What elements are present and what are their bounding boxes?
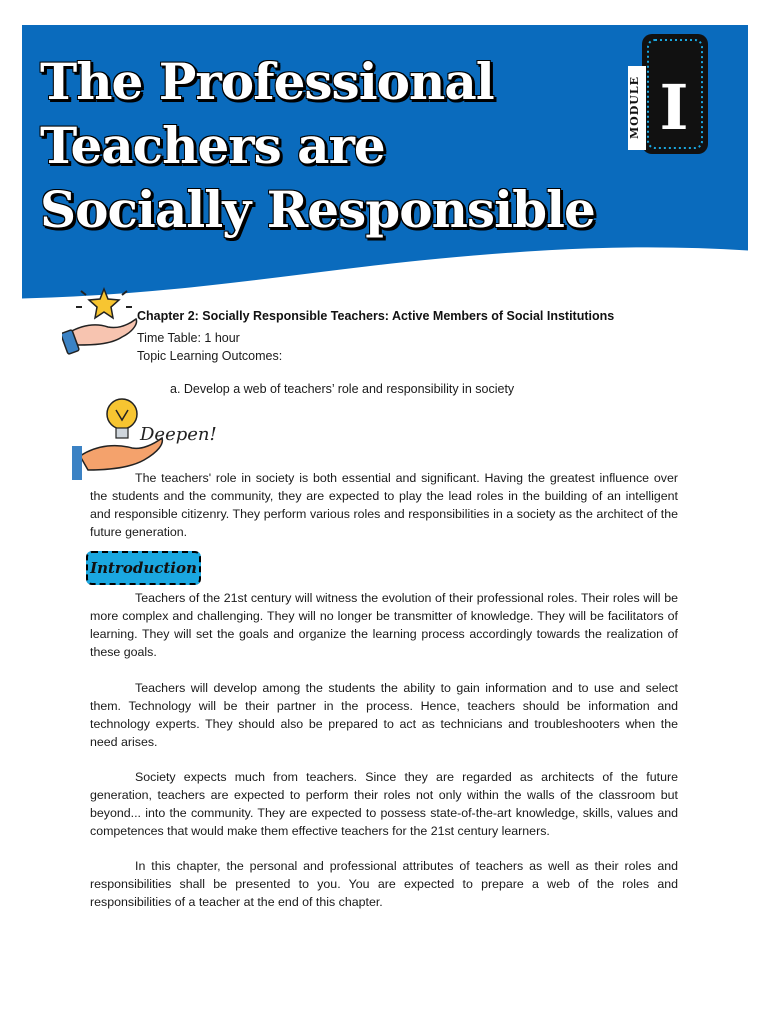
page-title [40, 50, 600, 242]
hand-with-star-icon [62, 285, 140, 361]
title-line: Teachers are [40, 116, 385, 175]
learning-outcome-item: a. Develop a web of teachers’ role and responsibility in society [170, 382, 515, 396]
chapter-heading: Chapter 2: Socially Responsible Teachers: Active Members of Social Institutions [137, 309, 615, 323]
outcomes-label: Topic Learning Outcomes: [137, 349, 283, 363]
title-line: The Professional [40, 52, 494, 111]
body-paragraph: Teachers of the 21st century will witness the evolution of their professional roles. Their roles will be more complex and challenging. They will no longer be transmitter of knowledge. They will be facilitators of learning. They will set the goals and organize the learning process accordingly towards the realization of these goals. [90, 591, 678, 659]
introduction-badge [86, 551, 201, 585]
introduction-label: Introduction [90, 559, 197, 577]
deepen-label: Deepen! [140, 424, 217, 445]
time-table: Time Table: 1 hour [137, 331, 240, 345]
body-paragraph: Society expects much from teachers. Since they are regarded as architects of the future generation, teachers are expected to perform their roles not only within the walls of the classroom but beyond... into the community. They are expected to possess state-of-the-art knowledge, skills, values and competences that would make them effective teachers for the 21st century learners. [90, 770, 678, 838]
deepen-paragraph: The teachers' role in society is both essential and significant. Having the greatest influence over the students and the community, they are expected to play the lead roles in the building of an intelligent and responsible citizenry. They perform various roles and responsibilities in a society as the architect of the future generation. [90, 471, 678, 539]
body-paragraph: Teachers will develop among the students the ability to gain information and to use and select them. Technology will be their partner in the process. Hence, teachers should be information and technology experts. They should also be prepared to act as technicians and troubleshooters when the need arises. [90, 681, 678, 749]
module-number: I [659, 71, 689, 144]
module-label: MODULE [628, 75, 641, 139]
title-line: Socially Responsible [40, 180, 595, 239]
body-paragraph: In this chapter, the personal and professional attributes of teachers as well as their roles and responsibilities shall be presented to you. You are expected to prepare a web of the roles and responsibilities of a teacher at the end of this chapter. [90, 859, 678, 909]
